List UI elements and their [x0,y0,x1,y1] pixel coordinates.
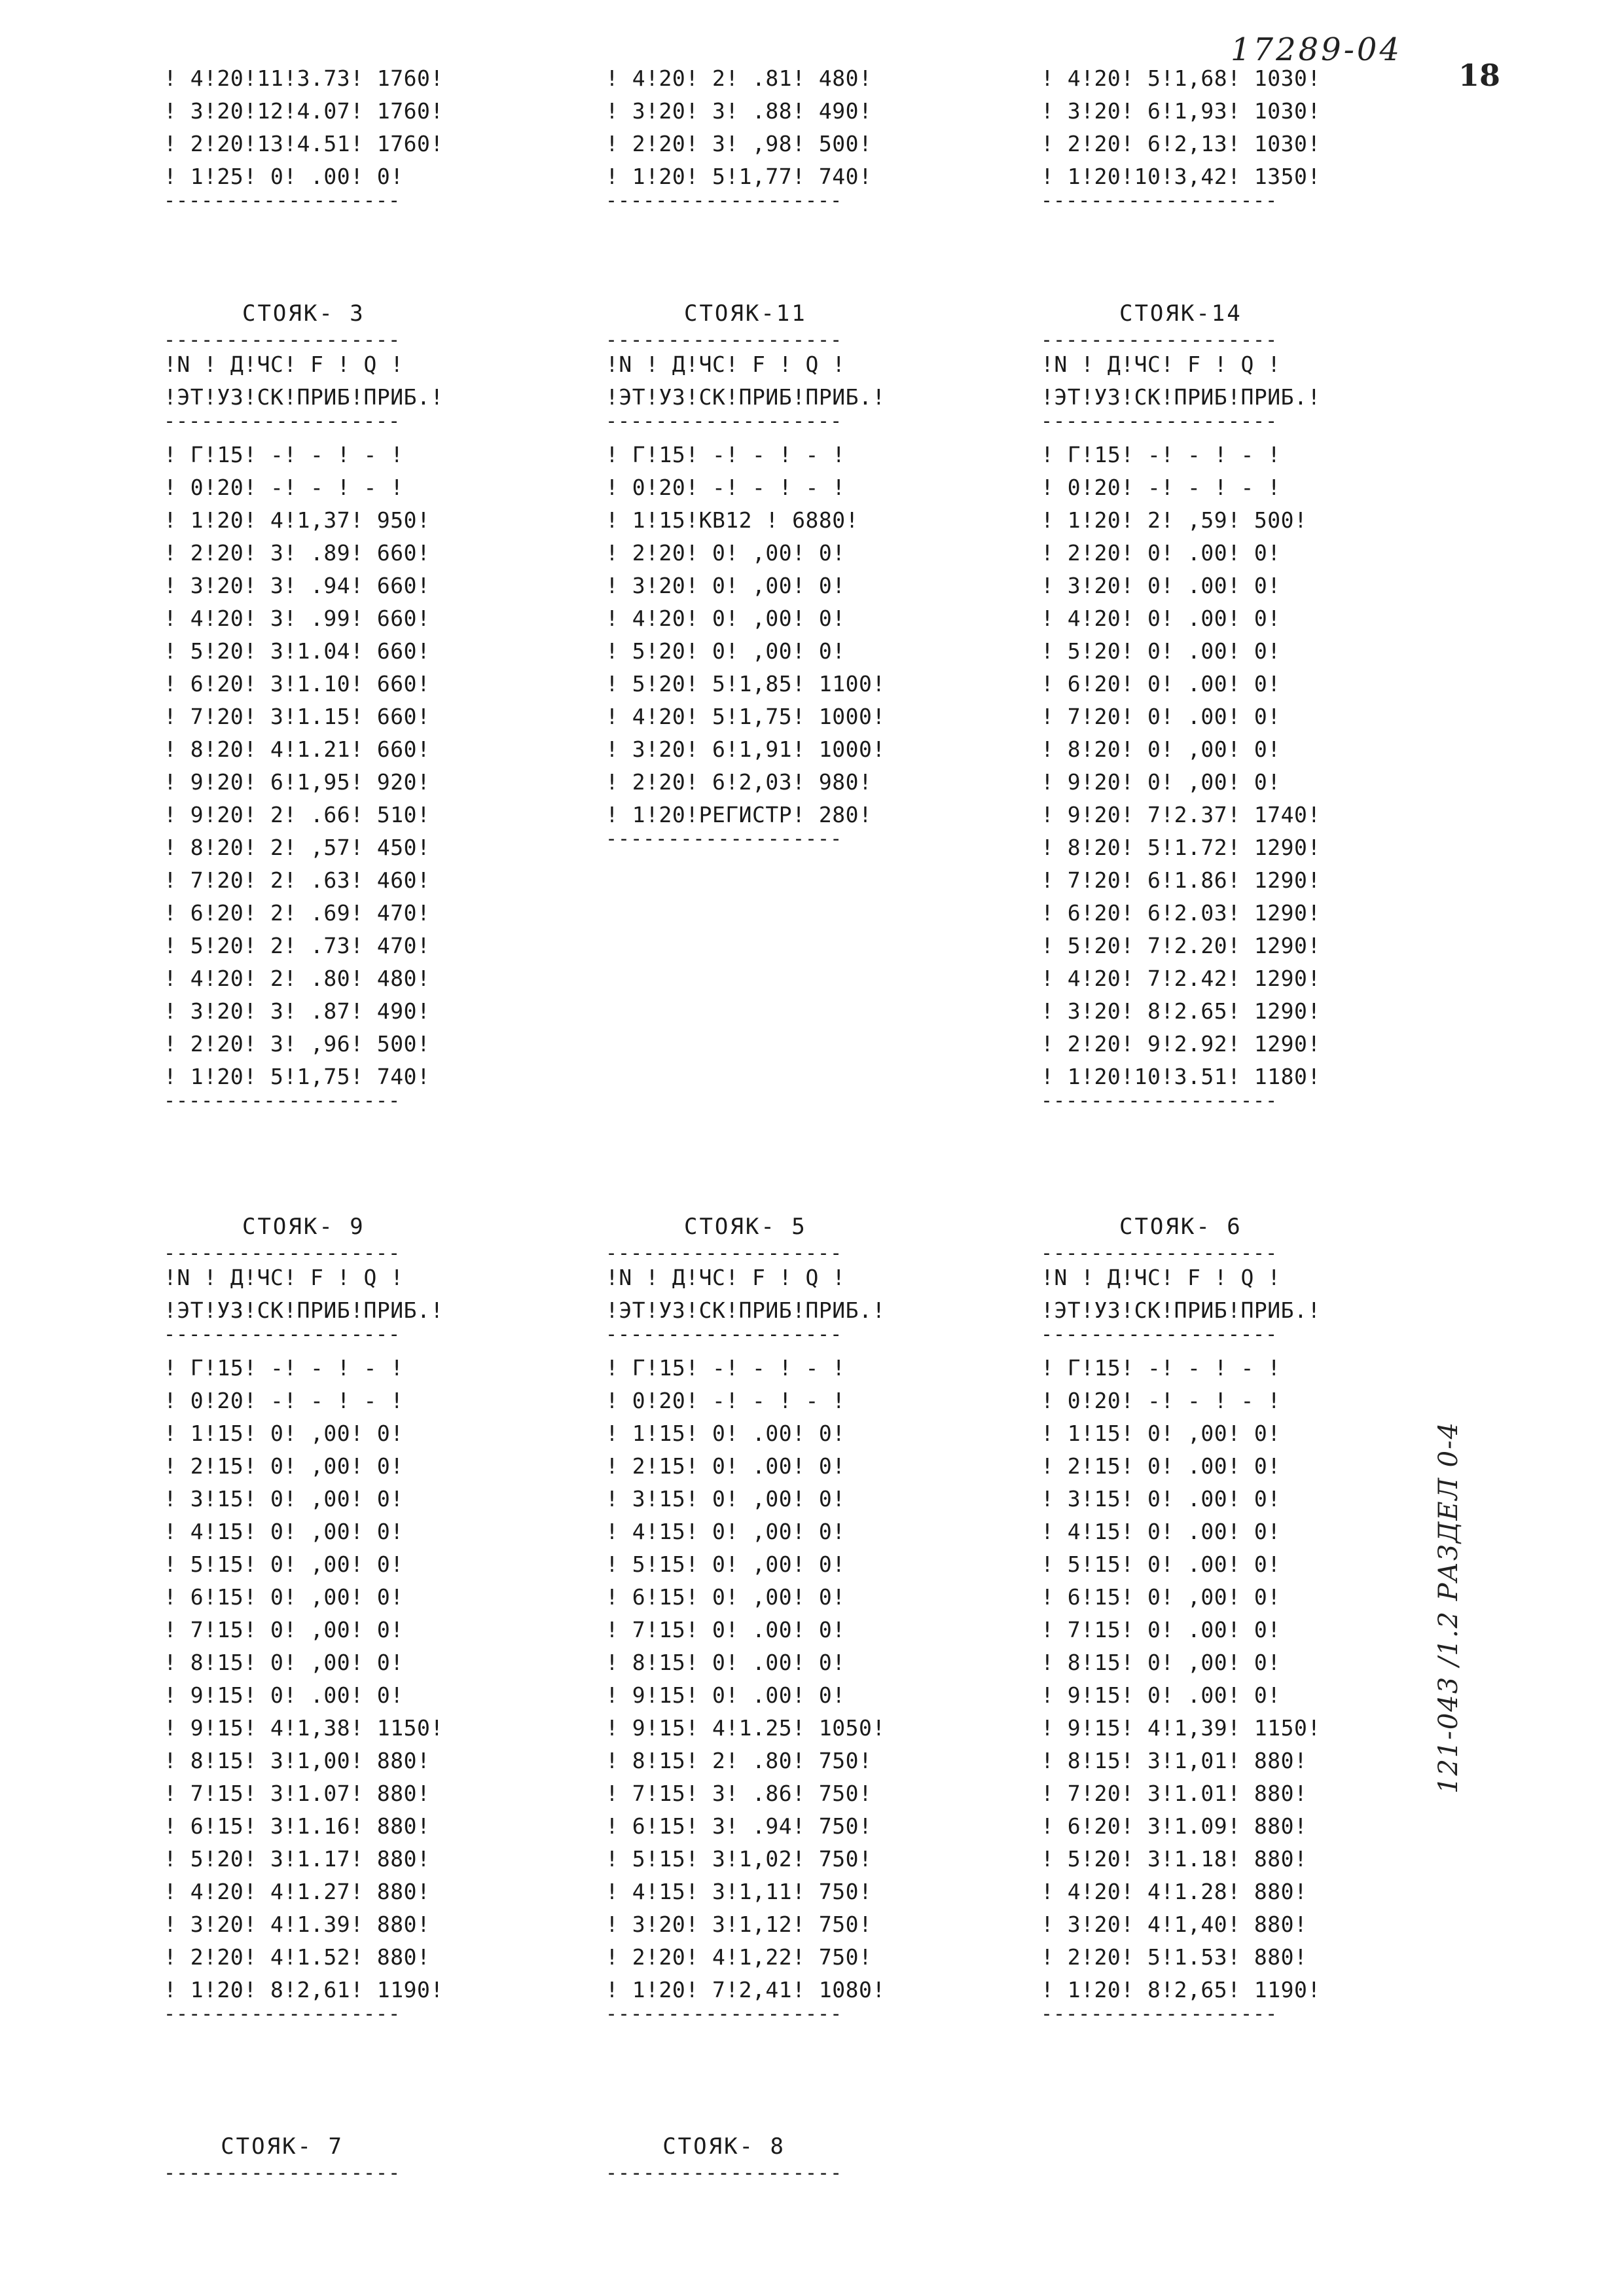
table-title: СТОЯК- 3 [242,300,365,327]
table-row: ! Г!15! -! - ! - ! [164,442,404,467]
table-rule: ------------------- [605,2166,843,2181]
table-row: ! 3!20! 0! ,00! 0! [605,573,846,598]
table-row: ! 8!20! 2! ,57! 450! [164,835,431,860]
table-rule: ------------------- [164,2166,401,2181]
table-row: ! 7!20! 3!1.15! 660! [164,704,431,729]
table-row: ! 4!15! 0! .00! 0! [1041,1519,1281,1544]
table-row: ! 1!20! 8!2,65! 1190! [1041,1977,1321,2003]
table-row: ! 6!20! 6!2.03! 1290! [1041,900,1321,926]
table-row: ! 5!15! 0! .00! 0! [1041,1551,1281,1577]
table-rule: ------------------- [605,414,843,429]
table-row: ! 7!20! 6!1.86! 1290! [1041,867,1321,893]
table-row: ! 5!20! 3!1.04! 660! [164,638,431,664]
table-row: ! 2!20!13!4.51! 1760! [164,131,444,156]
table-header-row: !ЭТ!УЗ!СК!ПРИБ!ПРИБ.! [605,1297,886,1323]
table-row: ! 6!15! 3! .94! 750! [605,1813,873,1839]
table-row: ! 2!20! 4!1.52! 880! [164,1944,431,1970]
table-rule: ------------------- [164,1327,401,1343]
table-row: ! 0!20! -! - ! - ! [164,1388,404,1413]
table-row: ! 3!20! 4!1,40! 880! [1041,1912,1308,1937]
table-row: ! 4!15! 3!1,11! 750! [605,1879,873,1904]
table-header-row: !N ! Д!ЧС! F ! Q ! [164,352,404,377]
table-row: ! 9!20! 0! ,00! 0! [1041,769,1281,795]
table-row: ! 4!20! 4!1.27! 880! [164,1879,431,1904]
table-header-row: !N ! Д!ЧС! F ! Q ! [1041,352,1281,377]
table-row: ! 5!20! 0! .00! 0! [1041,638,1281,664]
table-row: ! 7!15! 0! .00! 0! [605,1617,846,1642]
table-row: ! 4!15! 0! ,00! 0! [164,1519,404,1544]
table-title: СТОЯК- 5 [683,1214,807,1240]
table-header-row: !N ! Д!ЧС! F ! Q ! [605,352,846,377]
table-row: ! 9!15! 4!1.25! 1050! [605,1715,886,1741]
table-row: ! 5!15! 3!1,02! 750! [605,1846,873,1872]
table-row: ! 8!15! 3!1,00! 880! [164,1748,431,1773]
table-row: ! 1!15!КВ12 ! 6880! [605,507,859,533]
table-row: ! 7!15! 0! ,00! 0! [164,1617,404,1642]
table-row: ! 4!20! 3! .99! 660! [164,606,431,631]
table-row: ! 3!20! 3! .88! 490! [605,98,873,124]
table-row: ! 2!20! 5!1.53! 880! [1041,1944,1308,1970]
table-header-row: !ЭТ!УЗ!СК!ПРИБ!ПРИБ.! [164,1297,444,1323]
table-title: СТОЯК- 9 [242,1214,365,1240]
table-row: ! 1!20!10!3,42! 1350! [1041,164,1321,189]
table-header-row: !ЭТ!УЗ!СК!ПРИБ!ПРИБ.! [605,384,886,410]
table-row: ! 5!15! 0! ,00! 0! [164,1551,404,1577]
table-row: ! 9!20! 7!2.37! 1740! [1041,802,1321,827]
table-row: ! 4!15! 0! ,00! 0! [605,1519,846,1544]
table-row: ! Г!15! -! - ! - ! [1041,442,1281,467]
table-row: ! 2!20! 3! ,98! 500! [605,131,873,156]
table-row: ! 7!15! 0! .00! 0! [1041,1617,1281,1642]
table-row: ! 3!20! 3! .87! 490! [164,998,431,1024]
table-row: ! 1!25! 0! .00! 0! [164,164,404,189]
table-rule: ------------------- [1041,193,1278,209]
table-row: ! 5!20! 3!1.17! 880! [164,1846,431,1872]
table-row: ! 2!20! 6!2,13! 1030! [1041,131,1321,156]
riser-table-11 [605,295,886,847]
riser-table-3 [164,295,444,1109]
table-row: ! 1!20!РЕГИСТР! 280! [605,802,873,827]
table-row: ! 4!20! 7!2.42! 1290! [1041,966,1321,991]
table-row: ! 4!20! 2! .81! 480! [605,65,873,91]
table-row: ! 8!15! 0! ,00! 0! [164,1650,404,1675]
table-row: ! 4!20! 4!1.28! 880! [1041,1879,1308,1904]
table-row: ! 1!15! 0! ,00! 0! [164,1421,404,1446]
table-row: ! 4!20! 0! ,00! 0! [605,606,846,631]
riser-table-7-heading [164,2128,401,2181]
table-row: ! 3!15! 0! ,00! 0! [605,1486,846,1512]
table-rule: ------------------- [1041,333,1278,348]
table-row: ! 7!15! 3! .86! 750! [605,1781,873,1806]
table-row: ! 3!20! 3!1,12! 750! [605,1912,873,1937]
table-title: СТОЯК- 7 [221,2133,344,2160]
table-row: ! 6!15! 0! ,00! 0! [605,1584,846,1610]
table-row: ! 2!20! 9!2.92! 1290! [1041,1031,1321,1057]
table-row: ! Г!15! -! - ! - ! [164,1355,404,1381]
table-row: ! 5!20! 7!2.20! 1290! [1041,933,1321,958]
table-row: ! 3!15! 0! ,00! 0! [164,1486,404,1512]
table-rule: ------------------- [164,1246,401,1261]
table-row: ! 5!20! 3!1.18! 880! [1041,1846,1308,1872]
table-header-row: !N ! Д!ЧС! F ! Q ! [605,1265,846,1290]
table-row: ! 1!20! 2! ,59! 500! [1041,507,1308,533]
table-rule: ------------------- [1041,1246,1278,1261]
table-rule: ------------------- [164,333,401,348]
table-row: ! 4!20! 0! .00! 0! [1041,606,1281,631]
table-row: ! 1!20! 5!1,77! 740! [605,164,873,189]
table-row: ! 0!20! -! - ! - ! [1041,475,1281,500]
table-row: ! 3!20! 3! .94! 660! [164,573,431,598]
table-title: СТОЯК- 6 [1119,1214,1242,1240]
table-row: ! 3!20! 0! .00! 0! [1041,573,1281,598]
riser-table-9 [164,1208,444,2022]
table-title: СТОЯК-14 [1119,300,1242,327]
table-row: ! 8!20! 5!1.72! 1290! [1041,835,1321,860]
table-row: ! 9!15! 0! .00! 0! [164,1682,404,1708]
table-rule: ------------------- [605,831,843,847]
handwritten-page-number: 18 [1458,58,1501,93]
table-rule: ------------------- [1041,2006,1278,2022]
table-row: ! 9!15! 0! .00! 0! [1041,1682,1281,1708]
table-row: ! 5!20! 2! .73! 470! [164,933,431,958]
table-row: ! 5!20! 0! ,00! 0! [605,638,846,664]
table-rule: ------------------- [605,2006,843,2022]
table-row: ! 4!20! 5!1,75! 1000! [605,704,886,729]
riser-table-6 [1041,1208,1321,2022]
table-row: ! 6!20! 2! .69! 470! [164,900,431,926]
table-row: ! 0!20! -! - ! - ! [1041,1388,1281,1413]
table-rule: ------------------- [1041,1327,1278,1343]
table-row: ! 6!15! 0! ,00! 0! [164,1584,404,1610]
table-row: ! 0!20! -! - ! - ! [605,1388,846,1413]
table-row: ! 7!20! 2! .63! 460! [164,867,431,893]
table-row: ! 1!20! 7!2,41! 1080! [605,1977,886,2003]
table-row: ! 9!20! 6!1,95! 920! [164,769,431,795]
table-row: ! 1!20! 4!1,37! 950! [164,507,431,533]
table-rule: ------------------- [164,193,401,209]
table-header-row: !N ! Д!ЧС! F ! Q ! [1041,1265,1281,1290]
table-row: ! 2!20! 0! .00! 0! [1041,540,1281,566]
handwritten-document-number: 17289-04 [1231,31,1402,68]
table-row: ! 2!20! 3! .89! 660! [164,540,431,566]
table-row: ! 1!20! 8!2,61! 1190! [164,1977,444,2003]
table-row: ! 6!20! 3!1.10! 660! [164,671,431,697]
table-row: ! 4!20!11!3.73! 1760! [164,65,444,91]
table-row: ! 2!15! 0! .00! 0! [605,1453,846,1479]
table-rule: ------------------- [605,333,843,348]
table-row: ! 4!20! 2! .80! 480! [164,966,431,991]
table-title: СТОЯК- 8 [662,2133,785,2160]
table-header-row: !ЭТ!УЗ!СК!ПРИБ!ПРИБ.! [164,384,444,410]
table-row: ! 2!20! 6!2,03! 980! [605,769,873,795]
table-row: ! 9!20! 2! .66! 510! [164,802,431,827]
table-row: ! 1!15! 0! .00! 0! [605,1421,846,1446]
table-row: ! 2!15! 0! ,00! 0! [164,1453,404,1479]
table-row: ! 3!20! 6!1,93! 1030! [1041,98,1321,124]
table-row: ! 3!20! 4!1.39! 880! [164,1912,431,1937]
table-row: ! 1!15! 0! ,00! 0! [1041,1421,1281,1446]
table-rule: ------------------- [164,1093,401,1109]
table-row: ! 0!20! -! - ! - ! [164,475,404,500]
table-row: ! 7!20! 3!1.01! 880! [1041,1781,1308,1806]
table-rule: ------------------- [605,1246,843,1261]
table-row: ! 1!20!10!3.51! 1180! [1041,1064,1321,1089]
table-row: ! 3!20! 8!2.65! 1290! [1041,998,1321,1024]
table-row: ! 8!15! 2! .80! 750! [605,1748,873,1773]
table-row: ! 8!20! 0! ,00! 0! [1041,736,1281,762]
table-row: ! 9!15! 0! .00! 0! [605,1682,846,1708]
table-rule: ------------------- [164,414,401,429]
table-header-row: !ЭТ!УЗ!СК!ПРИБ!ПРИБ.! [1041,384,1321,410]
table-header-row: !N ! Д!ЧС! F ! Q ! [164,1265,404,1290]
table-row: ! 8!15! 0! ,00! 0! [1041,1650,1281,1675]
table-row: ! 8!15! 3!1,01! 880! [1041,1748,1308,1773]
table-row: ! 2!20! 3! ,96! 500! [164,1031,431,1057]
riser-table-8-heading [605,2128,842,2181]
table-row: ! 5!20! 5!1,85! 1100! [605,671,886,697]
table-title: СТОЯК-11 [683,300,807,327]
table-row: ! 7!15! 3!1.07! 880! [164,1781,431,1806]
table-row: ! 6!20! 3!1.09! 880! [1041,1813,1308,1839]
table-row: ! 6!15! 0! ,00! 0! [1041,1584,1281,1610]
table-rule: ------------------- [1041,414,1278,429]
fragment-table-1 [164,62,444,209]
table-row: ! 4!20! 5!1,68! 1030! [1041,65,1321,91]
table-row: ! 6!20! 0! .00! 0! [1041,671,1281,697]
table-row: ! 5!15! 0! ,00! 0! [605,1551,846,1577]
table-row: ! 2!20! 0! ,00! 0! [605,540,846,566]
table-row: ! 8!15! 0! .00! 0! [605,1650,846,1675]
table-row: ! 8!20! 4!1.21! 660! [164,736,431,762]
table-row: ! Г!15! -! - ! - ! [605,1355,846,1381]
table-rule: ------------------- [605,193,843,209]
table-row: ! 1!20! 5!1,75! 740! [164,1064,431,1089]
table-row: ! Г!15! -! - ! - ! [605,442,846,467]
table-row: ! 6!15! 3!1.16! 880! [164,1813,431,1839]
table-rule: ------------------- [1041,1093,1278,1109]
table-row: ! 2!15! 0! .00! 0! [1041,1453,1281,1479]
table-row: ! 9!15! 4!1,38! 1150! [164,1715,444,1741]
table-row: ! 0!20! -! - ! - ! [605,475,846,500]
fragment-table-3 [1041,62,1321,209]
handwritten-side-note: 121-043 /1.2 РАЗДЕЛ 0-4 [1434,1421,1464,1794]
table-header-row: !ЭТ!УЗ!СК!ПРИБ!ПРИБ.! [1041,1297,1321,1323]
table-row: ! 2!20! 4!1,22! 750! [605,1944,873,1970]
table-row: ! 3!20! 6!1,91! 1000! [605,736,886,762]
table-row: ! 7!20! 0! .00! 0! [1041,704,1281,729]
table-row: ! Г!15! -! - ! - ! [1041,1355,1281,1381]
table-row: ! 3!20!12!4.07! 1760! [164,98,444,124]
riser-table-14 [1041,295,1321,1109]
riser-table-5 [605,1208,886,2022]
fragment-table-2 [605,62,872,209]
table-rule: ------------------- [605,1327,843,1343]
table-row: ! 3!15! 0! .00! 0! [1041,1486,1281,1512]
table-row: ! 9!15! 4!1,39! 1150! [1041,1715,1321,1741]
table-rule: ------------------- [164,2006,401,2022]
